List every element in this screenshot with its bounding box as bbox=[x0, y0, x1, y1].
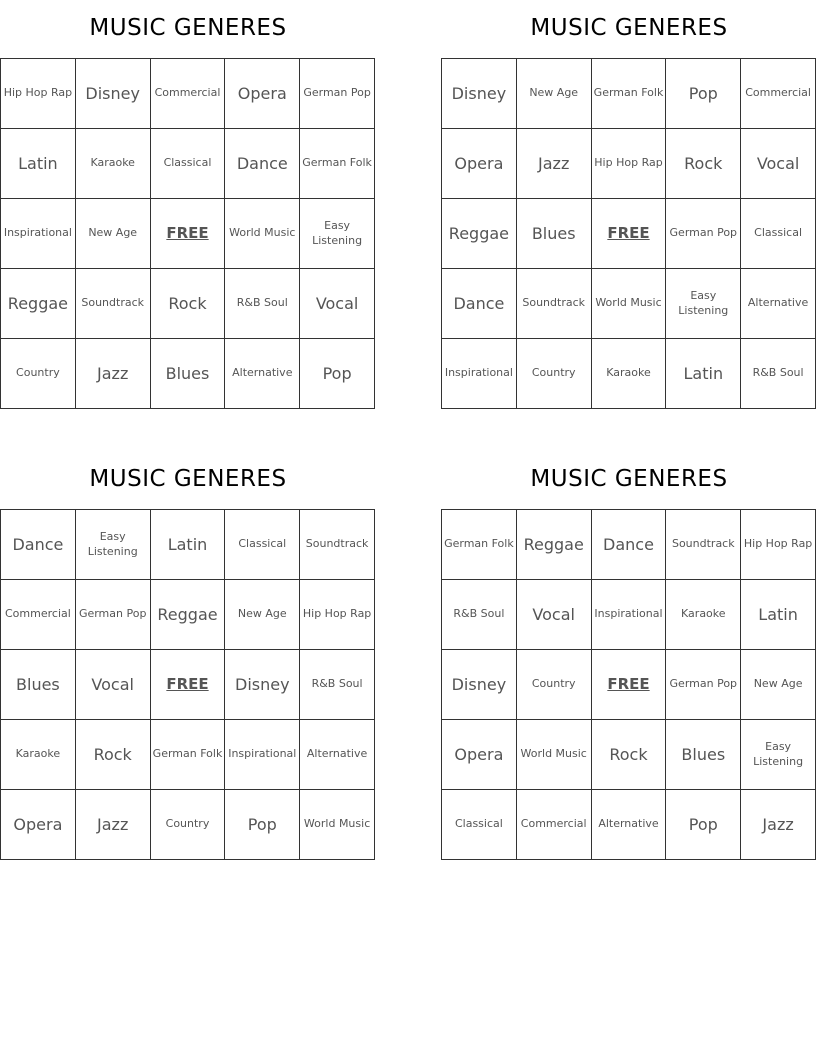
bingo-cell: Karaoke bbox=[76, 129, 151, 199]
card-title: MUSIC GENERES bbox=[89, 466, 287, 492]
bingo-cell: Vocal bbox=[517, 580, 592, 650]
bingo-cell: R&B Soul bbox=[741, 339, 816, 409]
bingo-cell: Soundtrack bbox=[517, 269, 592, 339]
bingo-cell: Country bbox=[517, 650, 592, 720]
bingo-cell: Dance bbox=[1, 510, 76, 580]
bingo-cell: R&B Soul bbox=[300, 650, 375, 720]
bingo-cell: R&B Soul bbox=[442, 580, 517, 650]
bingo-cell: Pop bbox=[666, 59, 741, 129]
bingo-cell: Pop bbox=[225, 790, 300, 860]
bingo-cell: Karaoke bbox=[592, 339, 667, 409]
bingo-cell: Latin bbox=[1, 129, 76, 199]
bingo-cell: Disney bbox=[442, 650, 517, 720]
bingo-cell: German Pop bbox=[76, 580, 151, 650]
bingo-cell: Hip Hop Rap bbox=[1, 59, 76, 129]
bingo-cell: Soundtrack bbox=[300, 510, 375, 580]
bingo-cell: Country bbox=[1, 339, 76, 409]
bingo-cell: Latin bbox=[666, 339, 741, 409]
bingo-cell: Blues bbox=[517, 199, 592, 269]
free-space-cell: FREE bbox=[151, 199, 226, 269]
bingo-cell: Karaoke bbox=[666, 580, 741, 650]
bingo-cell: Opera bbox=[442, 720, 517, 790]
bingo-cell: Commercial bbox=[517, 790, 592, 860]
bingo-cell: Vocal bbox=[300, 269, 375, 339]
bingo-cell: German Pop bbox=[666, 650, 741, 720]
bingo-cell: New Age bbox=[225, 580, 300, 650]
bingo-cell: German Folk bbox=[300, 129, 375, 199]
bingo-cell: German Folk bbox=[442, 510, 517, 580]
bingo-cell: Easy Listening bbox=[666, 269, 741, 339]
bingo-cell: Reggae bbox=[517, 510, 592, 580]
bingo-cell: Rock bbox=[666, 129, 741, 199]
bingo-cell: Blues bbox=[1, 650, 76, 720]
bingo-grid bbox=[0, 509, 375, 860]
bingo-cell: Disney bbox=[442, 59, 517, 129]
bingo-cell: Alternative bbox=[225, 339, 300, 409]
bingo-cell: Dance bbox=[592, 510, 667, 580]
bingo-cell: Classical bbox=[225, 510, 300, 580]
bingo-cell: New Age bbox=[517, 59, 592, 129]
free-space-cell: FREE bbox=[592, 199, 667, 269]
card-title: MUSIC GENERES bbox=[530, 466, 728, 492]
bingo-cell: Jazz bbox=[76, 339, 151, 409]
bingo-cell: World Music bbox=[300, 790, 375, 860]
bingo-cell: Alternative bbox=[592, 790, 667, 860]
bingo-cell: Pop bbox=[300, 339, 375, 409]
bingo-cell: Reggae bbox=[1, 269, 76, 339]
bingo-cell: Hip Hop Rap bbox=[592, 129, 667, 199]
bingo-cell: Inspirational bbox=[1, 199, 76, 269]
bingo-cell: Easy Listening bbox=[741, 720, 816, 790]
bingo-cell: Blues bbox=[666, 720, 741, 790]
bingo-cell: German Pop bbox=[300, 59, 375, 129]
bingo-cell: Reggae bbox=[151, 580, 226, 650]
bingo-cell: Hip Hop Rap bbox=[300, 580, 375, 650]
bingo-cell: Inspirational bbox=[442, 339, 517, 409]
card-title: MUSIC GENERES bbox=[530, 15, 728, 41]
free-space-cell: FREE bbox=[592, 650, 667, 720]
bingo-cell: Easy Listening bbox=[300, 199, 375, 269]
bingo-cell: Alternative bbox=[741, 269, 816, 339]
bingo-cell: New Age bbox=[741, 650, 816, 720]
bingo-grid bbox=[0, 58, 375, 409]
free-space-cell: FREE bbox=[151, 650, 226, 720]
bingo-cell: Opera bbox=[1, 790, 76, 860]
bingo-cell: Classical bbox=[442, 790, 517, 860]
bingo-cell: Disney bbox=[76, 59, 151, 129]
bingo-cell: Country bbox=[517, 339, 592, 409]
bingo-cell: Vocal bbox=[741, 129, 816, 199]
bingo-grid bbox=[441, 58, 816, 409]
bingo-cell: Commercial bbox=[741, 59, 816, 129]
bingo-cell: Jazz bbox=[76, 790, 151, 860]
card-title: MUSIC GENERES bbox=[89, 15, 287, 41]
bingo-cell: Jazz bbox=[517, 129, 592, 199]
bingo-cell: Country bbox=[151, 790, 226, 860]
bingo-cell: Latin bbox=[151, 510, 226, 580]
bingo-cell: Blues bbox=[151, 339, 226, 409]
bingo-cell: World Music bbox=[517, 720, 592, 790]
bingo-cell: German Folk bbox=[151, 720, 226, 790]
bingo-cell: Dance bbox=[442, 269, 517, 339]
bingo-cell: Rock bbox=[151, 269, 226, 339]
bingo-cell: Dance bbox=[225, 129, 300, 199]
bingo-cell: Opera bbox=[225, 59, 300, 129]
bingo-cell: Inspirational bbox=[592, 580, 667, 650]
bingo-cell: Rock bbox=[76, 720, 151, 790]
bingo-cell: Commercial bbox=[151, 59, 226, 129]
bingo-cell: Reggae bbox=[442, 199, 517, 269]
bingo-cell: Soundtrack bbox=[666, 510, 741, 580]
bingo-cell: Commercial bbox=[1, 580, 76, 650]
bingo-cell: R&B Soul bbox=[225, 269, 300, 339]
bingo-cell: Pop bbox=[666, 790, 741, 860]
bingo-cell: Inspirational bbox=[225, 720, 300, 790]
bingo-cell: Easy Listening bbox=[76, 510, 151, 580]
bingo-cell: German Folk bbox=[592, 59, 667, 129]
bingo-cell: German Pop bbox=[666, 199, 741, 269]
bingo-cell: New Age bbox=[76, 199, 151, 269]
bingo-cell: Classical bbox=[151, 129, 226, 199]
bingo-cell: Rock bbox=[592, 720, 667, 790]
bingo-cell: World Music bbox=[225, 199, 300, 269]
bingo-cell: Alternative bbox=[300, 720, 375, 790]
bingo-cell: World Music bbox=[592, 269, 667, 339]
bingo-cell: Vocal bbox=[76, 650, 151, 720]
bingo-cell: Latin bbox=[741, 580, 816, 650]
bingo-cell: Opera bbox=[442, 129, 517, 199]
bingo-cell: Karaoke bbox=[1, 720, 76, 790]
bingo-cell: Jazz bbox=[741, 790, 816, 860]
bingo-grid bbox=[441, 509, 816, 860]
bingo-cell: Hip Hop Rap bbox=[741, 510, 816, 580]
bingo-cell: Classical bbox=[741, 199, 816, 269]
bingo-cell: Disney bbox=[225, 650, 300, 720]
bingo-cell: Soundtrack bbox=[76, 269, 151, 339]
